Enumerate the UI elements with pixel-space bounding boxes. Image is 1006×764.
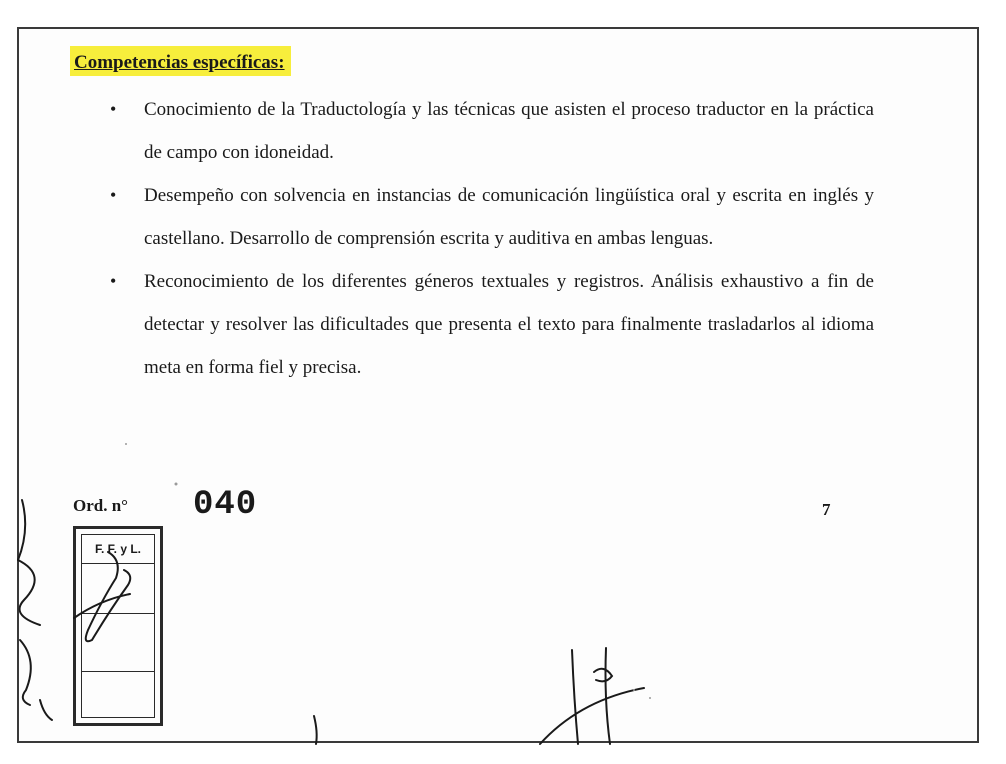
list-item-text: Reconocimiento de los diferentes géneros textuales y registros. Análisis exhaustivo a fin de detectar y resolver las dificultades que presenta el texto para finalmente trasladarlos al idioma meta en forma fiel y precisa. <box>144 271 874 378</box>
ordinance-number: 040 <box>193 486 258 524</box>
stamp-divider <box>82 671 154 672</box>
faculty-stamp <box>73 526 163 726</box>
bullet-icon: • <box>110 271 117 291</box>
stamp-divider <box>82 613 154 614</box>
bullet-icon: • <box>110 99 117 119</box>
list-item-text: Conocimiento de la Traductología y las técnicas que asisten el proceso traductor en la práctica de campo con idoneidad. <box>144 99 874 163</box>
stamp-label: F. F. y L. <box>82 535 154 564</box>
competencies-list <box>108 88 874 389</box>
list-item <box>108 174 874 260</box>
stamp-frame <box>81 534 155 718</box>
page-number: 7 <box>822 500 831 519</box>
list-item-text: Desempeño con solvencia en instancias de comunicación lingüística oral y escrita en inglés y castellano. Desarrollo de comprensión escrita y auditiva en ambas lenguas. <box>144 185 874 249</box>
section-heading: Competencias específicas: <box>70 46 291 76</box>
ordinance-label: Ord. n° <box>73 496 128 515</box>
bullet-icon: • <box>110 185 117 205</box>
list-item <box>108 260 874 389</box>
list-item <box>108 88 874 174</box>
